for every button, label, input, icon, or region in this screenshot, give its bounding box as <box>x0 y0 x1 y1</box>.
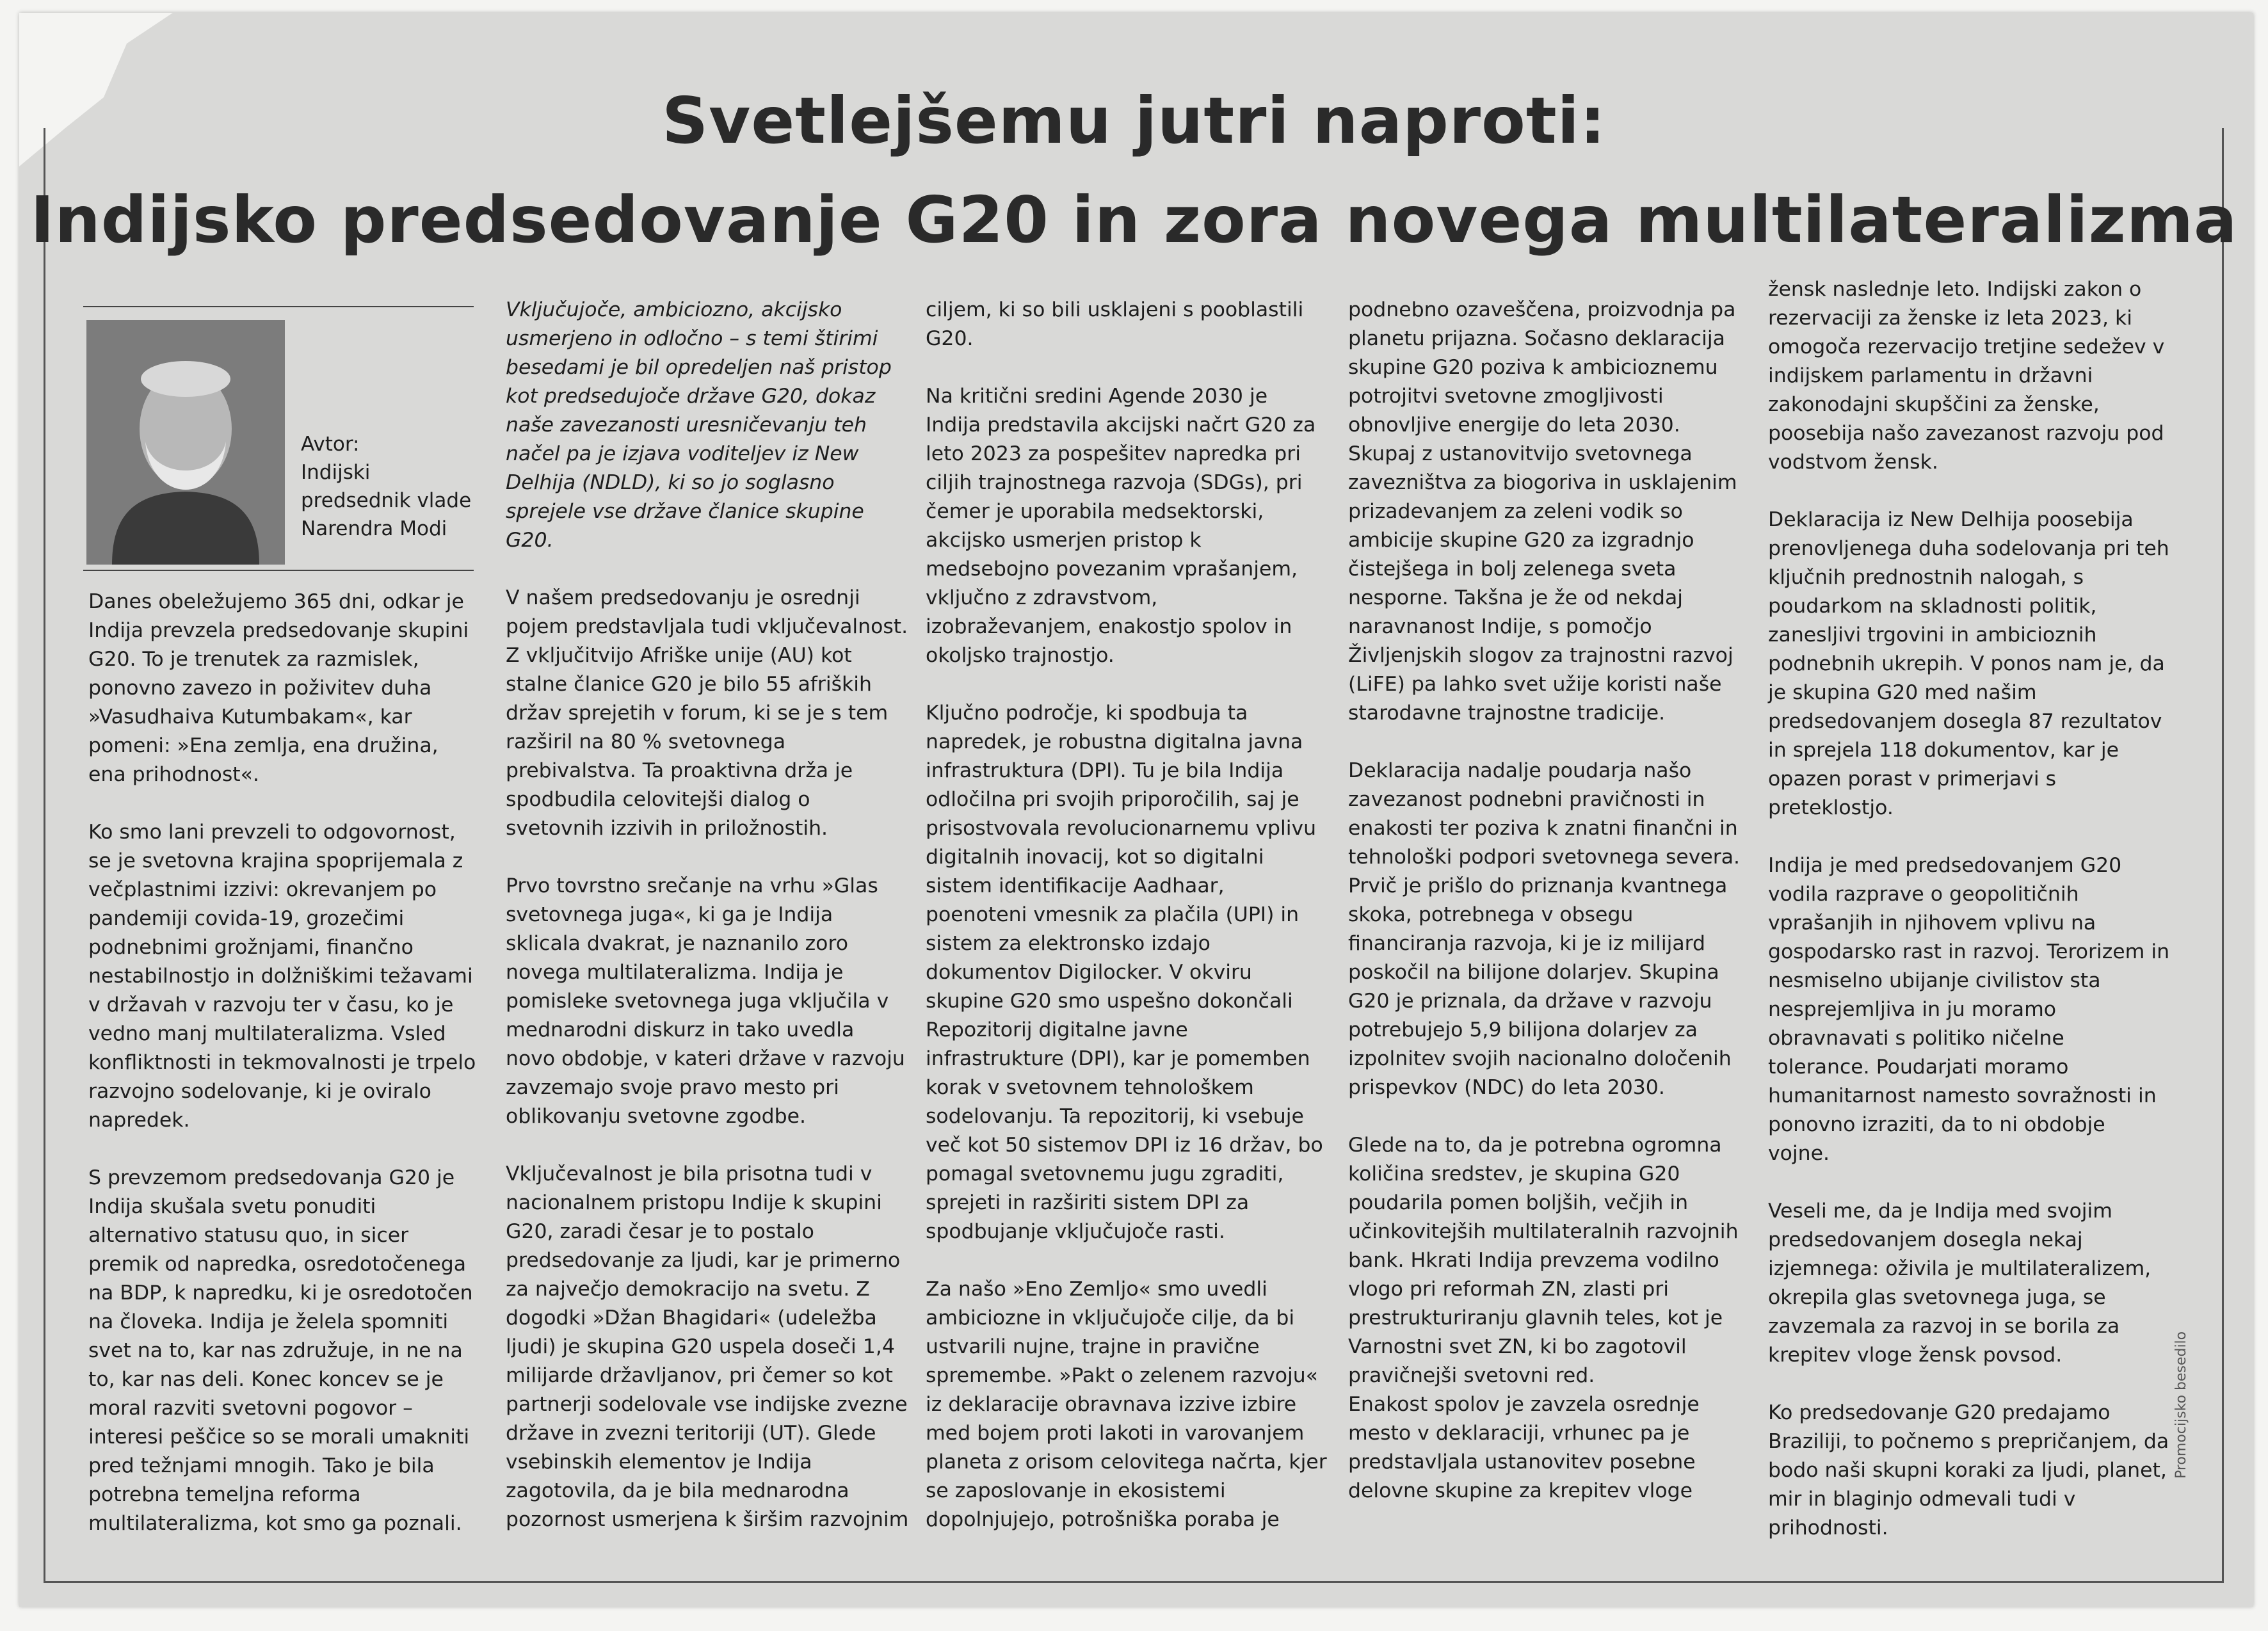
paragraph: S prevzemom predsedovanja G20 je Indija skušala svetu ponuditi alternativo statusu quo, in sicer premik od napredka, osredotočenega na BDP, k napredku, ki je osredotočen na človeka. Indija je želela spomniti svet na to, kar nas združuje, in ne na to, kar nas deli. Konec koncev se je moral razviti svetovni pogovor – interesi peščice so se morali umakniti pred težnjami mnogih. Tako je bila potrebna temeljna reforma multilateralizma, kot smo ga poznali. <box>88 1166 473 1535</box>
promo-credit: Promocijsko besedilo <box>2173 1331 2189 1479</box>
paragraph: V našem predsedovanju je osrednji pojem predstavljala tudi vključevalnost. Z vključitvijo Afriške unije (AU) kot stalne članice G20 je bilo 55 afriških držav sprejetih v forum, ki se je s tem razširil na 80 % svetovnega prebivalstva. Ta proaktivna drža je spodbudila celovitejši dialog o svetovnih izzivih in priložnostih. <box>506 586 908 840</box>
article-column-4 <box>1348 296 1751 1506</box>
paragraph: Vključujoče, ambiciozno, akcijsko usmerjeno in odločno – s temi štirimi besedami je bil opredeljen naš pristop kot predsedujoče države G20, dokaz naše zavezanosti uresničevanju teh načel pa je izjava voditeljev iz New Delhija (NDLD), ki so jo soglasno sprejele vse države članice skupine G20. <box>506 298 892 552</box>
article-column-5 <box>1768 275 2171 1543</box>
paragraph: Na kritični sredini Agende 2030 je Indija predstavila akcijski načrt G20 za leto 2023 za pospešitev napredka pri ciljih trajnostnega razvoja (SDGs), pri čemer je uporabila medsektorski, akcijsko usmerjen pristop k medsebojno povezanim vprašanjem, vključno z zdravstvom, izobraževanjem, enakostjo spolov in okoljsko trajnostjo. <box>926 385 1316 667</box>
paragraph: Indija je med predsedovanjem G20 vodila razprave o geopolitičnih vprašanjih in njihovem vplivu na gospodarsko rast in razvoj. Terorizem in nesmiselno ubijanje civilistov sta nesprejemljiva in ju moramo obravnavati s politiko ničelne tolerance. Poudarjati moramo humanitarnost namesto sovražnosti in ponovno izraziti, da to ni obdobje vojne. <box>1768 854 2170 1165</box>
paragraph: ciljem, ki so bili usklajeni s pooblastili G20. <box>926 298 1304 350</box>
paragraph: Vključevalnost je bila prisotna tudi v nacionalnem pristopu Indije k skupini G20, zaradi česar je to postalo predsedovanje za ljudi, kar je primerno za največjo demokracijo na svetu. Z dogodki »Džan Bhagidari« (udeležba ljudi) je skupina G20 uspela doseči 1,4 milijarde državljanov, pri čemer so kot partnerji sodelovale vse indijske zvezne države in zvezni teritoriji (UT). Glede vsebinskih elementov je Indija zagotovila, da je bila mednarodna pozornost usmerjena k širšim razvojnim <box>506 1162 909 1531</box>
paragraph: Za našo »Eno Zemljo« smo uvedli ambiciozne in vključujoče cilje, da bi ustvarili nujne, trajne in pravične spremembe. »Pakt o zelenem razvoju« iz deklaracije obravnava izzive izbire med bojem proti lakoti in varovanjem planeta z orisom celovitega načrta, kjer se zaposlovanje in ekosistemi dopolnjujejo, potrošniška poraba je <box>926 1278 1327 1531</box>
paragraph: Ko predsedovanje G20 predajamo Braziliji, to počnemo s prepričanjem, da bodo naši skupni koraki za ljudi, planet, mir in blaginjo odmevali tudi v prihodnosti. <box>1768 1401 2169 1539</box>
author-role: Indijski predsednik vlade Narendra Modi <box>301 461 472 540</box>
article-column-1 <box>88 588 479 1538</box>
article-column-2 <box>506 296 909 1534</box>
byline-top-rule <box>83 306 474 307</box>
headline-line-1: Svetlejšemu jutri naproti: <box>662 83 1606 158</box>
paragraph: podnebno ozaveščena, proizvodnja pa planetu prijazna. Sočasno deklaracija skupine G20 poziva k ambicioznemu potrojitvi svetovne zmogljivosti obnovljive energije do leta 2030. Skupaj z ustanovitvijo svetovnega zavezništva za biogoriva in usklajenim prizadevanjem za zeleni vodik so ambicije skupine G20 za izgradnjo čistejšega in bolj zelenega sveta nesporne. Takšna je že od nekdaj naravnanost Indije, s pomočjo Življenjskih slogov za trajnostni razvoj (LiFE) pa lahko svet užije koristi naše starodavne trajnostne tradicije. <box>1348 298 1737 725</box>
paragraph: Ključno področje, ki spodbuja ta napredek, je robustna digitalna javna infrastruktura (DPI). Tu je bila Indija odločilna pri svojih priporočilih, saj je prisostvovala revolucionarnemu vplivu digitalnih inovacij, kot so digitalni sistem identifikacije Aadhaar, poenoteni vmesnik za plačila (UPI) in sistem za elektronsko izdajo dokumentov Digilocker. V okviru skupine G20 smo uspešno dokončali Repozitorij digitalne javne infrastrukture (DPI), kar je pomemben korak v svetovnem tehnološkem sodelovanju. Ta repozitorij, ki vsebuje več kot 50 sistemov DPI iz 16 držav, bo pomagal svetovnemu jugu zgraditi, sprejeti in razširiti sistem DPI za spodbujanje vključujoče rasti. <box>926 702 1323 1243</box>
paragraph: Veseli me, da je Indija med svojim predsedovanjem dosegla nekaj izjemnega: oživila je multilateralizem, okrepila glas svetovnega juga, se zavzemala za razvoj in se borila za krepitev vloge žensk povsod. <box>1768 1200 2151 1367</box>
author-label: Avtor: <box>301 433 360 456</box>
author-caption <box>301 430 480 543</box>
byline-bottom-rule <box>83 570 474 571</box>
paragraph: Glede na to, da je potrebna ogromna količina sredstev, je skupina G20 poudarila pomen boljših, večjih in učinkovitejših multilateralnih razvojnih bank. Hkrati Indija prevzema vodilno vlogo pri reformah ZN, zlasti pri prestrukturiranju glavnih teles, kot je Varnostni svet ZN, ki bo zagotovil pravičnejši svetovni red. Enakost spolov je zavzela osrednje mesto v deklaraciji, vrhunec pa je predstavljala ustanovitev posebne delovne skupine za krepitev vloge <box>1348 1134 1739 1502</box>
paragraph: Danes obeležujemo 365 dni, odkar je Indija prevzela predsedovanje skupini G20. To je trenutek za razmislek, ponovno zavezo in poživitev duha »Vasudhaiva Kutumbakam«, kar pomeni: »Ena zemlja, ena družina, ena prihodnost«. <box>88 590 469 786</box>
paragraph: Deklaracija nadalje poudarja našo zavezanost podnebni pravičnosti in enakosti ter poziva k znatni finančni in tehnološki podpori svetovnega severa. Prvič je prišlo do priznanja kvantnega skoka, potrebnega v obsegu financiranja razvoja, ki je iz milijard poskočil na bilijone dolarjev. Skupina G20 je priznala, da države v razvoju potrebujejo 5,9 bilijona dolarjev za izpolnitev svojih nacionalno določenih prispevkov (NDC) do leta 2030. <box>1348 759 1741 1099</box>
paragraph: Deklaracija iz New Delhija poosebija prenovljenega duha sodelovanja pri teh ključnih prednostnih nalogah, s poudarkom na skladnosti politik, zanesljivi trgovini in ambicioznih podnebnih ukrepih. V ponos nam je, da je skupina G20 med našim predsedovanjem dosegla 87 rezultatov in sprejela 118 dokumentov, kar je opazen porast v primerjavi s preteklostjo. <box>1768 508 2169 819</box>
author-photo <box>86 320 285 565</box>
paragraph: Prvo tovrstno srečanje na vrhu »Glas svetovnega juga«, ki ga je Indija sklicala dvakrat, je naznanilo zoro novega multilateralizma. Indija je pomisleke svetovnega juga vključila v mednarodni diskurz in tako uvedla novo obdobje, v kateri države v razvoju zavzemajo svoje pravo mesto pri oblikovanju svetovne zgodbe. <box>506 874 905 1128</box>
paragraph: Ko smo lani prevzeli to odgovornost, se je svetovna krajina spoprijemala z večplastnimi izzivi: okrevanjem po pandemiji covida-19, grozečimi podnebnimi grožnjami, finančno nestabilnostjo in dolžniškimi težavami v državah v razvoju ter v času, ko je vedno manj multilateralizma. Vsled konfliktnosti in tekmovalnosti je trpelo razvojno sodelovanje, ki je oviralo napredek. <box>88 821 476 1132</box>
article-column-3 <box>926 296 1329 1534</box>
headline-line-2: Indijsko predsedovanje G20 in zora novega multilateralizma <box>30 182 2238 257</box>
paragraph: žensk naslednje leto. Indijski zakon o rezervaciji za ženske iz leta 2023, ki omogoča rezervacijo tretjine sedežev v indijskem parlamentu in državni zakonodajni skupščini za ženske, poosebija našo zavezanost razvoju pod vodstvom žensk. <box>1768 278 2165 474</box>
